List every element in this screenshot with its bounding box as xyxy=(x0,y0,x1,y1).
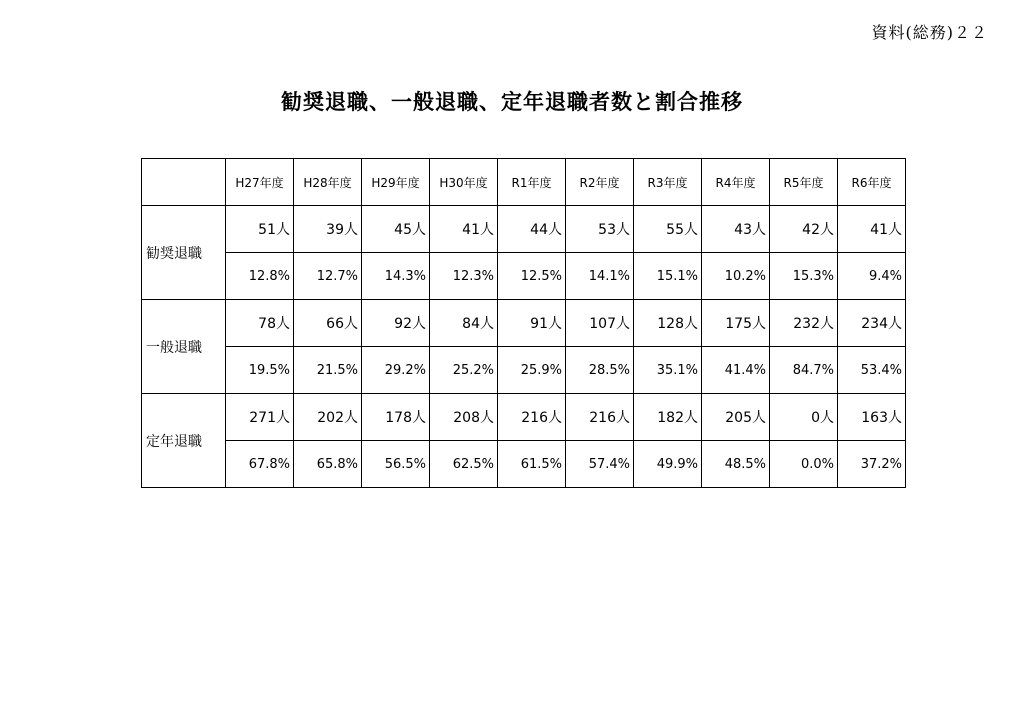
count-cell: 232人 xyxy=(770,300,838,347)
count-cell: 84人 xyxy=(430,300,498,347)
count-cell: 39人 xyxy=(294,206,362,253)
rate-cell: 12.7% xyxy=(294,253,362,300)
rate-cell: 35.1% xyxy=(634,347,702,394)
rate-cell: 14.1% xyxy=(566,253,634,300)
rate-cell: 67.8% xyxy=(226,441,294,488)
year-header: H29年度 xyxy=(362,159,430,206)
category-label: 勧奨退職 xyxy=(142,206,226,300)
count-cell: 216人 xyxy=(498,394,566,441)
count-cell: 234人 xyxy=(838,300,906,347)
rate-cell: 61.5% xyxy=(498,441,566,488)
table-row-count xyxy=(142,394,906,441)
count-cell: 216人 xyxy=(566,394,634,441)
count-cell: 41人 xyxy=(838,206,906,253)
rate-cell: 19.5% xyxy=(226,347,294,394)
rate-cell: 65.8% xyxy=(294,441,362,488)
category-label: 一般退職 xyxy=(142,300,226,394)
year-header: R1年度 xyxy=(498,159,566,206)
rate-cell: 15.1% xyxy=(634,253,702,300)
table-row-count xyxy=(142,300,906,347)
rate-cell: 21.5% xyxy=(294,347,362,394)
rate-cell: 49.9% xyxy=(634,441,702,488)
rate-cell: 12.8% xyxy=(226,253,294,300)
count-cell: 175人 xyxy=(702,300,770,347)
table-row-rate xyxy=(142,347,906,394)
count-cell: 66人 xyxy=(294,300,362,347)
year-header: H27年度 xyxy=(226,159,294,206)
header-row xyxy=(142,159,906,206)
rate-cell: 53.4% xyxy=(838,347,906,394)
corner-cell xyxy=(142,159,226,206)
rate-cell: 0.0% xyxy=(770,441,838,488)
rate-cell: 48.5% xyxy=(702,441,770,488)
year-header: H28年度 xyxy=(294,159,362,206)
category-label: 定年退職 xyxy=(142,394,226,488)
year-header: R5年度 xyxy=(770,159,838,206)
count-cell: 178人 xyxy=(362,394,430,441)
rate-cell: 15.3% xyxy=(770,253,838,300)
count-cell: 182人 xyxy=(634,394,702,441)
count-cell: 43人 xyxy=(702,206,770,253)
table-row-rate xyxy=(142,253,906,300)
count-cell: 107人 xyxy=(566,300,634,347)
rate-cell: 29.2% xyxy=(362,347,430,394)
rate-cell: 62.5% xyxy=(430,441,498,488)
year-header: R2年度 xyxy=(566,159,634,206)
year-header: R6年度 xyxy=(838,159,906,206)
count-cell: 44人 xyxy=(498,206,566,253)
count-cell: 205人 xyxy=(702,394,770,441)
count-cell: 51人 xyxy=(226,206,294,253)
rate-cell: 56.5% xyxy=(362,441,430,488)
rate-cell: 25.9% xyxy=(498,347,566,394)
rate-cell: 12.5% xyxy=(498,253,566,300)
count-cell: 78人 xyxy=(226,300,294,347)
rate-cell: 37.2% xyxy=(838,441,906,488)
document-title: 勧奨退職、一般退職、定年退職者数と割合推移 xyxy=(281,90,743,114)
count-cell: 91人 xyxy=(498,300,566,347)
rate-cell: 28.5% xyxy=(566,347,634,394)
count-cell: 128人 xyxy=(634,300,702,347)
count-cell: 42人 xyxy=(770,206,838,253)
year-header: R3年度 xyxy=(634,159,702,206)
retirement-table xyxy=(141,158,906,488)
rate-cell: 12.3% xyxy=(430,253,498,300)
count-cell: 92人 xyxy=(362,300,430,347)
count-cell: 202人 xyxy=(294,394,362,441)
rate-cell: 57.4% xyxy=(566,441,634,488)
count-cell: 163人 xyxy=(838,394,906,441)
count-cell: 208人 xyxy=(430,394,498,441)
rate-cell: 41.4% xyxy=(702,347,770,394)
year-header: R4年度 xyxy=(702,159,770,206)
count-cell: 45人 xyxy=(362,206,430,253)
count-cell: 53人 xyxy=(566,206,634,253)
year-header: H30年度 xyxy=(430,159,498,206)
rate-cell: 9.4% xyxy=(838,253,906,300)
document-label: 資料(総務)２２ xyxy=(871,23,988,42)
table-row-rate xyxy=(142,441,906,488)
rate-cell: 10.2% xyxy=(702,253,770,300)
rate-cell: 84.7% xyxy=(770,347,838,394)
rate-cell: 14.3% xyxy=(362,253,430,300)
table-row-count xyxy=(142,206,906,253)
count-cell: 55人 xyxy=(634,206,702,253)
count-cell: 271人 xyxy=(226,394,294,441)
count-cell: 41人 xyxy=(430,206,498,253)
rate-cell: 25.2% xyxy=(430,347,498,394)
count-cell: 0人 xyxy=(770,394,838,441)
